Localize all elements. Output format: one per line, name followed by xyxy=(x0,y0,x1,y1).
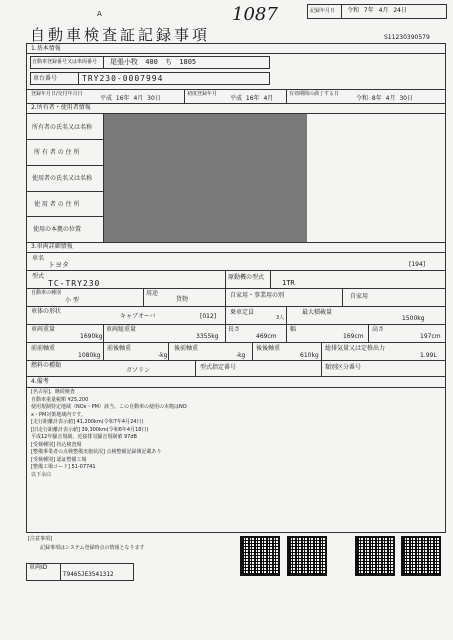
remark-line: 自動車重量税額 ¥25,200 xyxy=(31,396,89,403)
chassis-label: 車台番号 xyxy=(33,75,58,82)
date-label: 記録年月日 xyxy=(310,8,336,14)
width-label: 幅 xyxy=(290,326,297,333)
displacement-value: 1.99L xyxy=(420,352,437,359)
height-label: 高さ xyxy=(372,326,385,333)
body-code: [012] xyxy=(200,313,217,320)
type-no-label: 型式指定番号 xyxy=(200,364,237,371)
use-label: 用途 xyxy=(146,290,159,297)
first-reg-value: 平成 16年 4月 30日 xyxy=(100,95,161,102)
vehicle-id-label: 車両ID xyxy=(29,564,48,571)
remark-line: [受検種別] 認証整備工場 xyxy=(31,456,87,463)
remark-line: [受検種別] 持込検査場 xyxy=(31,441,82,448)
capacity-value: 3人 xyxy=(276,315,285,321)
displacement-label: 総排気量又は定格出力 xyxy=(325,345,386,352)
kind-value: 小 型 xyxy=(65,297,79,304)
expiry-label: 有効期間の満了する日 xyxy=(289,91,340,97)
body-value: キャブオーバ xyxy=(120,313,156,320)
qr-code-3 xyxy=(355,536,395,576)
ff-axle-label: 前前軸重 xyxy=(31,345,56,352)
reg-value: 尾張小牧 400 ち 1805 xyxy=(110,58,197,66)
engine-value: 1TR xyxy=(282,279,295,287)
purpose-label: 自家用・事業用の別 xyxy=(230,292,285,299)
class-no-label: 類別区分番号 xyxy=(325,364,362,371)
remark-line: [名古屋]、継続検査 xyxy=(31,389,75,395)
model-value: TC-TRY230 xyxy=(48,279,101,288)
owner-address-label: 所 有 者 の 住 所 xyxy=(34,149,80,156)
maxload-label: 最大積載量 xyxy=(302,309,333,316)
notice-label: [注意事項] xyxy=(28,536,52,542)
remark-line: [整備事業者の点検整備実施状況] 点検整備記録簿記載あり xyxy=(31,449,162,455)
vehicle-id-value: T9465JE3541312 xyxy=(63,571,114,578)
car-name-code: [194] xyxy=(409,261,426,268)
body-label: 車体の形状 xyxy=(31,308,62,315)
length-label: 長さ xyxy=(228,326,241,333)
rr-axle-label: 後後軸重 xyxy=(256,345,281,352)
section-basic: 1.基本情報 xyxy=(31,45,61,52)
ff-axle-value: 1080kg xyxy=(78,352,101,359)
remark-line: 平成12年騒音規制、近接排気騒音規制値 97dB xyxy=(31,434,137,440)
first-year-label: 初度登録年月 xyxy=(187,91,218,97)
qr-code-4 xyxy=(401,536,441,576)
width-value: 169cm xyxy=(343,333,364,340)
expiry-value: 令和 8年 4月 30日 xyxy=(356,95,413,102)
engine-label: 原動機の型式 xyxy=(228,274,265,281)
remark-line: 以下余白 xyxy=(31,471,52,478)
weight-value: 1690kg xyxy=(80,333,103,340)
qr-code-1 xyxy=(240,536,280,576)
maxload-value: 1500kg xyxy=(402,315,425,322)
purpose-value: 自家用 xyxy=(350,293,369,300)
chassis-value: TRY230-0007994 xyxy=(82,74,164,83)
remark-line: x・PM対策地域内です。 xyxy=(31,411,86,418)
remark-line: [旧走行距離計表示値] 39,300km(令和6年4月18日) xyxy=(31,426,149,433)
date-value: 令和 7年 4月 24日 xyxy=(347,7,407,14)
first-year-value: 平成 16年 4月 xyxy=(230,95,274,102)
gross-label: 車両総重量 xyxy=(106,326,137,333)
section-vehicle: 3.車両詳細情報 xyxy=(31,243,73,250)
qr-code-2 xyxy=(287,536,327,576)
remark-line: 使用規制特定地域（NOx・PM）該当。この自動車の使用の本拠はNO xyxy=(31,404,187,410)
gross-value: 3355kg xyxy=(196,333,219,340)
weight-label: 車両重量 xyxy=(31,326,56,333)
user-address-label: 使 用 者 の 住 所 xyxy=(34,201,80,208)
redacted-owner-info xyxy=(104,114,307,242)
remark-line: [整備工場コード] 51-07741 xyxy=(31,464,96,470)
handwritten-number: 1087 xyxy=(232,4,278,25)
capacity-label: 乗車定員 xyxy=(230,309,255,316)
use-value: 貨物 xyxy=(176,296,189,303)
user-name-label: 使用者の氏名又は名称 xyxy=(32,175,93,182)
remark-line: [走行距離計表示値] 41,200km(令和7年4月24日) xyxy=(31,419,144,425)
car-name-label: 車名 xyxy=(32,255,45,262)
fr-axle-label: 前後軸重 xyxy=(107,345,132,352)
page-letter: A xyxy=(97,10,102,18)
rr-axle-value: 610kg xyxy=(300,352,319,359)
model-label: 型式 xyxy=(32,273,45,280)
section-remarks: 4.備考 xyxy=(31,378,49,385)
first-reg-label: 登録年月日/交付年月日 xyxy=(31,91,83,97)
length-value: 469cm xyxy=(256,333,277,340)
fuel-label: 燃料の種類 xyxy=(31,362,62,369)
remarks-block xyxy=(31,390,301,480)
rf-axle-value: -kg xyxy=(236,352,246,359)
reg-label: 自動車登録番号又は車両番号 xyxy=(32,59,98,65)
car-name-value: トヨタ xyxy=(48,261,69,269)
base-location-label: 使用の本拠の位置 xyxy=(33,226,82,233)
fuel-value: ガソリン xyxy=(126,367,151,374)
height-value: 197cm xyxy=(420,333,441,340)
kind-label: 自動車の種別 xyxy=(31,290,62,296)
notice-text: 記録事項はシステム登録時点の情報となります xyxy=(40,545,145,551)
rf-axle-label: 後前軸重 xyxy=(174,345,199,352)
document-title: 自動車検査証記録事項 xyxy=(30,26,211,44)
section-owner: 2.所有者・使用者情報 xyxy=(31,104,91,111)
fr-axle-value: -kg xyxy=(158,352,168,359)
owner-name-label: 所有者の氏名又は名称 xyxy=(32,124,93,131)
document-number: S11230390579 xyxy=(384,34,430,41)
